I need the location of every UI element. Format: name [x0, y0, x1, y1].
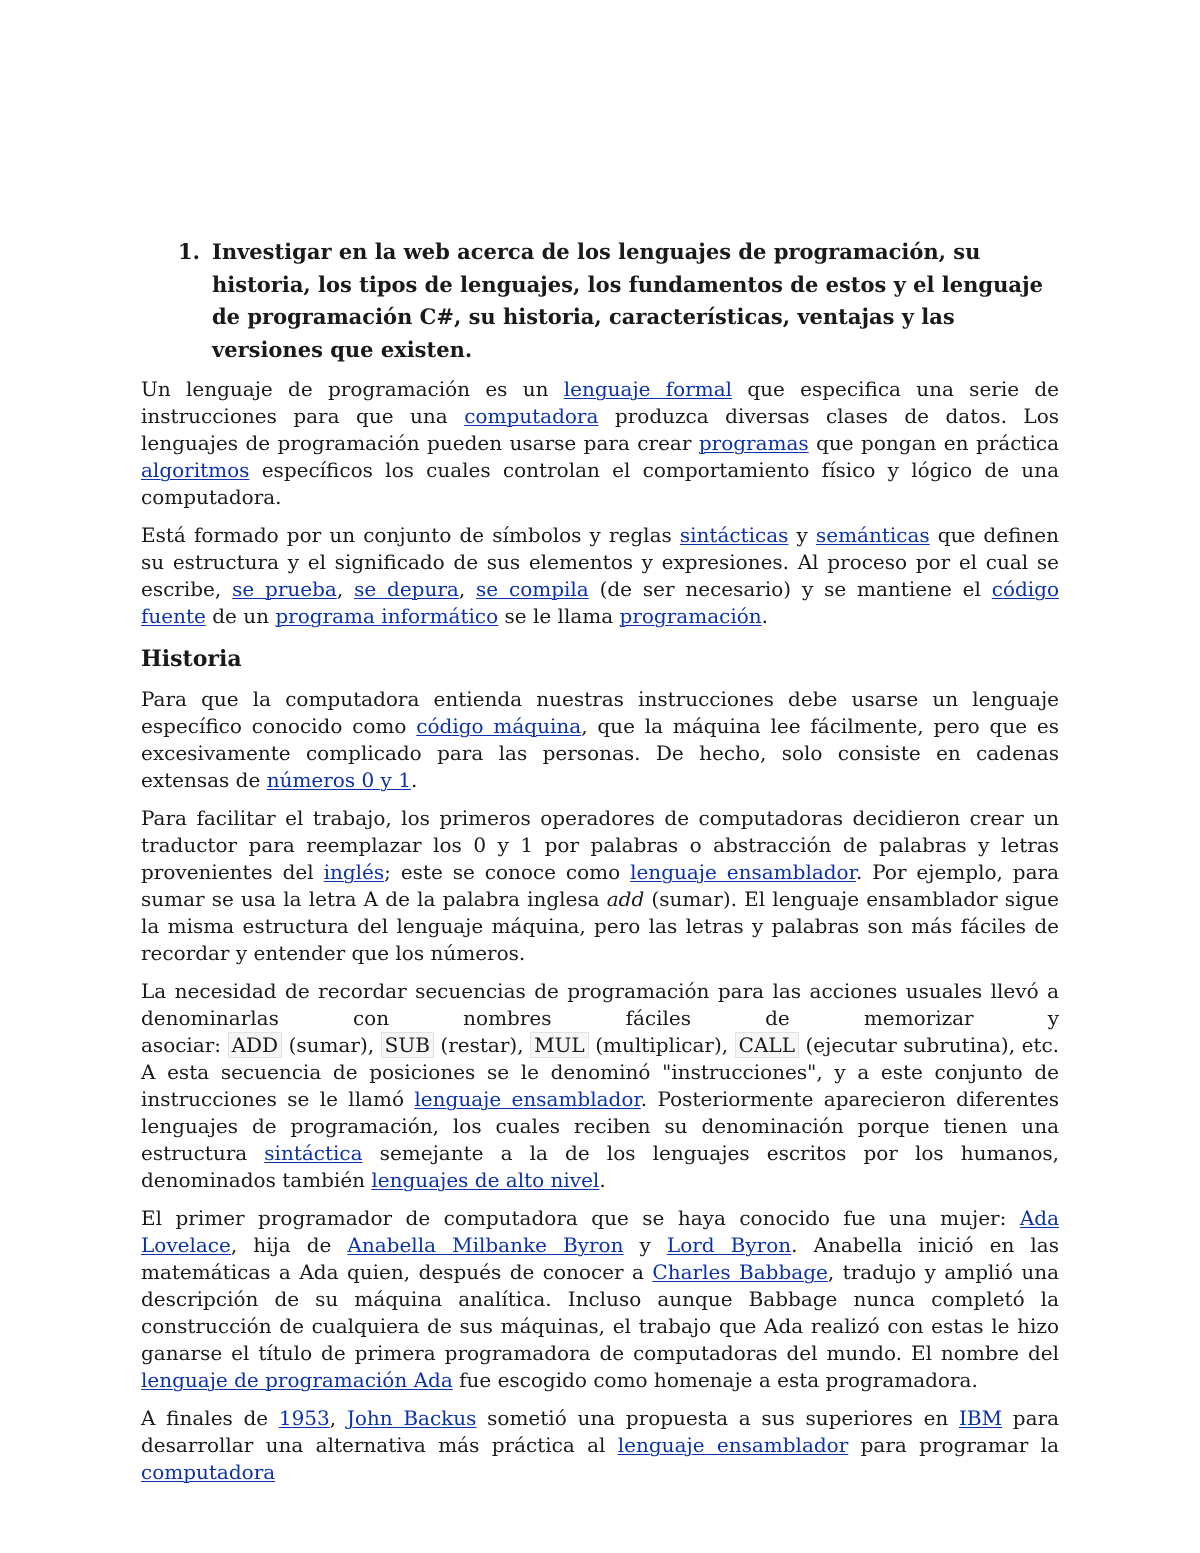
paragraph-backus: A finales de 1953, John Backus sometió una propuesta a sus superiores en IBM para desarrollar una alternativa más práctica al lenguaje ensamblador para programar la computadora — [141, 1406, 1060, 1484]
link-programacion[interactable]: programación — [619, 604, 762, 628]
code-call: CALL — [735, 1032, 799, 1058]
link-sintacticas[interactable]: sintácticas — [679, 523, 789, 547]
paragraph-definition: Un lenguaje de programación es un lenguaje formal que especifica una serie de instrucciones para que una computadora produzca diversas clases de datos. Los lenguajes de programación pueden usarse para crear programas que pongan en práctica algoritmos específicos los cuales controlan el comportamiento físico y lógico de una computadora. — [141, 377, 1060, 509]
link-ada-lovelace[interactable]: Ada Lovelace — [141, 1206, 1059, 1257]
link-lenguaje-formal[interactable]: lenguaje formal — [563, 377, 733, 401]
paragraph-codigo-maquina: Para que la computadora entienda nuestras instrucciones debe usarse un lenguaje específico conocido como código máquina, que la máquina lee fácilmente, pero que es excesivamente complicado para las personas. De hecho, solo consiste en cadenas extensas de números 0 y 1. — [141, 687, 1060, 792]
paragraph-instrucciones: La necesidad de recordar secuencias de programación para las acciones usuales llevó a denominarlas con nombres fáciles de memorizar y asociar: ADD (sumar), SUB (restar), MUL (multiplicar), CALL (ejecutar subrutina), etc. A esta secuencia de posiciones se le denominó "instrucciones", y a este conjunto de instrucciones se le llamó lenguaje ensamblador. Posteriormente aparecieron diferentes lenguajes de programación, los cuales reciben su denominación porque tienen una estructura sintáctica semejante a la de los lenguajes escritos por los humanos, denominados también lenguajes de alto nivel. — [141, 979, 1060, 1192]
paragraph-ensamblador: Para facilitar el trabajo, los primeros operadores de computadoras decidieron crear un traductor para reemplazar los 0 y 1 por palabras o abstracción de palabras y letras provenientes del inglés; este se conoce como lenguaje ensamblador. Por ejemplo, para sumar se usa la letra A de la palabra inglesa add (sumar). El lenguaje ensamblador sigue la misma estructura del lenguaje máquina, pero las letras y palabras son más fáciles de recordar y entender que los números. — [141, 806, 1060, 965]
link-se-compila[interactable]: se compila — [476, 577, 589, 601]
link-codigo-fuente[interactable]: código fuente — [141, 577, 1060, 628]
link-1953[interactable]: 1953 — [278, 1406, 330, 1430]
link-lenguaje-ada[interactable]: lenguaje de programación Ada — [141, 1368, 453, 1392]
link-sintactica[interactable]: sintáctica — [264, 1141, 363, 1165]
link-computadora[interactable]: computadora — [464, 404, 599, 428]
link-charles-babbage[interactable]: Charles Babbage — [652, 1260, 828, 1284]
paragraph-structure: Está formado por un conjunto de símbolos y reglas sintácticas y semánticas que definen su estructura y el significado de sus elementos y expresiones. Al proceso por el cual se escribe, se prueba, se depura, se compila (de ser necesario) y se mantiene el código fuente de un programa informático se le llama programación. — [141, 523, 1060, 628]
link-ingles[interactable]: inglés — [323, 860, 385, 884]
link-algoritmos[interactable]: algoritmos — [141, 458, 250, 482]
task-heading-text: Investigar en la web acerca de los lenguajes de programación, su historia, los tipos de lenguajes, los fundamentos de estos y el lenguaje de programación C#, su historia, características, ventajas y las versiones que existen. — [212, 239, 1043, 362]
document-page — [141, 236, 1059, 1497]
link-computadora-2[interactable]: computadora — [141, 1460, 276, 1484]
list-number: 1. — [178, 239, 200, 264]
link-lord-byron[interactable]: Lord Byron — [666, 1233, 792, 1257]
code-mul: MUL — [530, 1032, 589, 1058]
link-programas[interactable]: programas — [698, 431, 809, 455]
link-codigo-maquina[interactable]: código máquina — [416, 714, 582, 738]
code-sub: SUB — [381, 1032, 434, 1058]
paragraph-ada-lovelace: El primer programador de computadora que se haya conocido fue una mujer: Ada Lovelace, hija de Anabella Milbanke Byron y Lord Byron. Anabella inició en las matemáticas a Ada quien, después de conocer a Charles Babbage, tradujo y amplió una descripción de su máquina analítica. Incluso aunque Babbage nunca completó la construcción de cualquiera de sus máquinas, el trabajo que Ada realizó con estas le hizo ganarse el título de primera programadora de computadoras del mundo. El nombre del lenguaje de programación Ada fue escogido como homenaje a esta programadora. — [141, 1206, 1060, 1392]
link-lenguaje-ensamblador-2[interactable]: lenguaje ensamblador — [414, 1087, 641, 1111]
code-add: ADD — [228, 1032, 283, 1058]
link-lenguaje-ensamblador[interactable]: lenguaje ensamblador — [630, 860, 856, 884]
section-title-historia: Historia — [141, 646, 242, 672]
emphasis-add: add — [606, 887, 645, 911]
link-semanticas[interactable]: semánticas — [815, 523, 930, 547]
link-numeros-0-y-1[interactable]: números 0 y 1 — [266, 768, 411, 792]
link-se-prueba[interactable]: se prueba — [232, 577, 337, 601]
link-lenguaje-ensamblador-3[interactable]: lenguaje ensamblador — [617, 1433, 849, 1457]
link-programa-informatico[interactable]: programa informático — [275, 604, 499, 628]
link-anabella-milbanke-byron[interactable]: Anabella Milbanke Byron — [347, 1233, 624, 1257]
link-ibm[interactable]: IBM — [959, 1406, 1003, 1430]
link-lenguajes-alto-nivel[interactable]: lenguajes de alto nivel — [371, 1168, 600, 1192]
link-john-backus[interactable]: John Backus — [346, 1406, 477, 1430]
task-heading — [141, 236, 1059, 366]
link-se-depura[interactable]: se depura — [354, 577, 459, 601]
